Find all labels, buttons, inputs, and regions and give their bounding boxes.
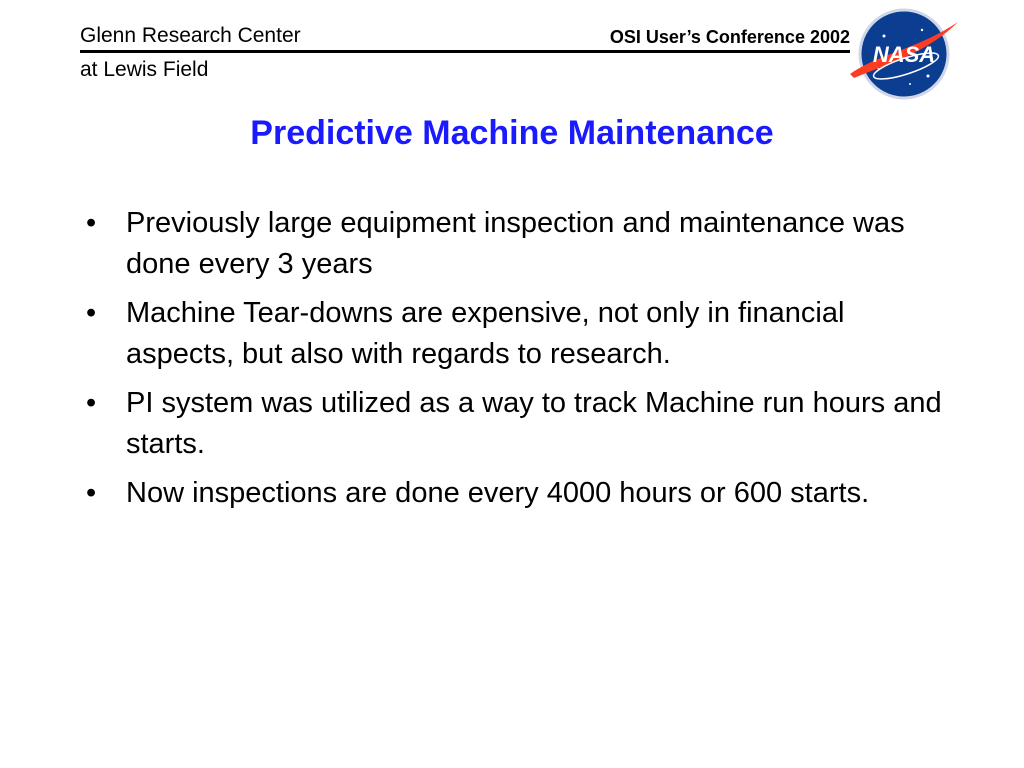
bullet-text: Now inspections are done every 4000 hours or 600 starts.	[126, 477, 870, 509]
bullet-item	[80, 203, 960, 285]
header-divider	[80, 50, 850, 53]
nasa-logo-text: NASA	[872, 42, 936, 67]
bullet-icon: •	[86, 297, 97, 329]
bullet-icon: •	[86, 387, 97, 419]
bullet-text: Previously large equipment inspection and maintenance was done every 3 years	[126, 207, 905, 280]
bullet-icon: •	[86, 477, 97, 509]
nasa-logo	[848, 4, 960, 104]
bullet-text: PI system was utilized as a way to track Machine run hours and starts.	[126, 387, 942, 460]
bullet-text: Machine Tear-downs are expensive, not only in financial aspects, but also with regards to research.	[126, 297, 845, 370]
conference-name: OSI User’s Conference 2002	[609, 27, 850, 47]
bullet-item	[80, 383, 960, 465]
bullet-item	[80, 293, 960, 375]
org-location: at Lewis Field	[80, 58, 209, 81]
org-name: Glenn Research Center	[80, 24, 301, 47]
bullet-list	[80, 203, 960, 522]
bullet-item	[80, 473, 960, 514]
bullet-icon: •	[86, 207, 97, 239]
slide-title: Predictive Machine Maintenance	[250, 114, 774, 152]
